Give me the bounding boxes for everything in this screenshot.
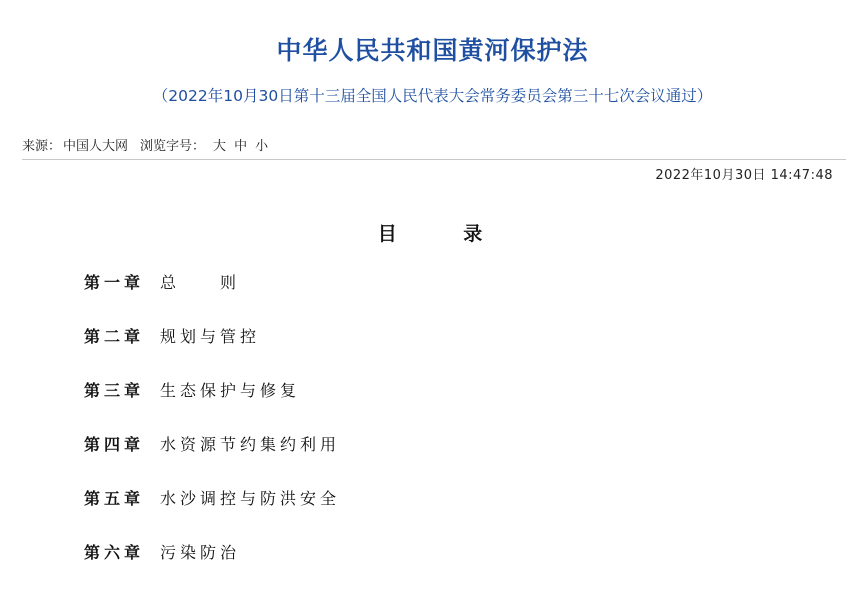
font-size-large-button[interactable]: 大 xyxy=(213,139,227,154)
toc-item-chapter-5[interactable] xyxy=(84,486,340,540)
chapter-number: 第五章 xyxy=(84,489,145,508)
chapter-number: 第六章 xyxy=(84,543,145,562)
font-size-small-button[interactable]: 小 xyxy=(255,139,269,154)
chapter-number: 第四章 xyxy=(84,435,145,454)
chapter-title: 水资源节约集约利用 xyxy=(160,435,341,454)
article-meta-bar xyxy=(22,135,842,154)
toc-list xyxy=(84,270,340,594)
source-link[interactable]: 中国人大网 xyxy=(63,139,129,154)
publish-timestamp: 2022年10月30日 14:47:48 xyxy=(655,168,833,183)
chapter-number: 第二章 xyxy=(84,327,145,346)
chapter-number: 第三章 xyxy=(84,381,145,400)
chapter-title: 生态保护与修复 xyxy=(160,381,301,400)
toc-heading: 目 录 xyxy=(377,223,513,245)
toc-item-chapter-2[interactable] xyxy=(84,324,340,378)
article-title: 中华人民共和国黄河保护法 xyxy=(276,36,589,65)
toc-item-chapter-1[interactable] xyxy=(84,270,340,324)
chapter-title: 总 则 xyxy=(160,273,241,292)
source-label: 来源： xyxy=(22,139,62,154)
toc-item-chapter-6[interactable] xyxy=(84,540,340,594)
chapter-title: 规划与管控 xyxy=(160,327,261,346)
chapter-title: 污染防治 xyxy=(160,543,241,562)
chapter-number: 第一章 xyxy=(84,273,145,292)
toc-item-chapter-3[interactable] xyxy=(84,378,340,432)
chapter-title: 水沙调控与防洪安全 xyxy=(160,489,341,508)
header-divider xyxy=(22,159,846,160)
article-subtitle: （2022年10月30日第十三届全国人民代表大会常务委员会第三十七次会议通过） xyxy=(152,87,713,105)
font-size-medium-button[interactable]: 中 xyxy=(234,139,248,154)
toc-item-chapter-4[interactable] xyxy=(84,432,340,486)
font-size-label: 浏览字号： xyxy=(140,139,206,154)
